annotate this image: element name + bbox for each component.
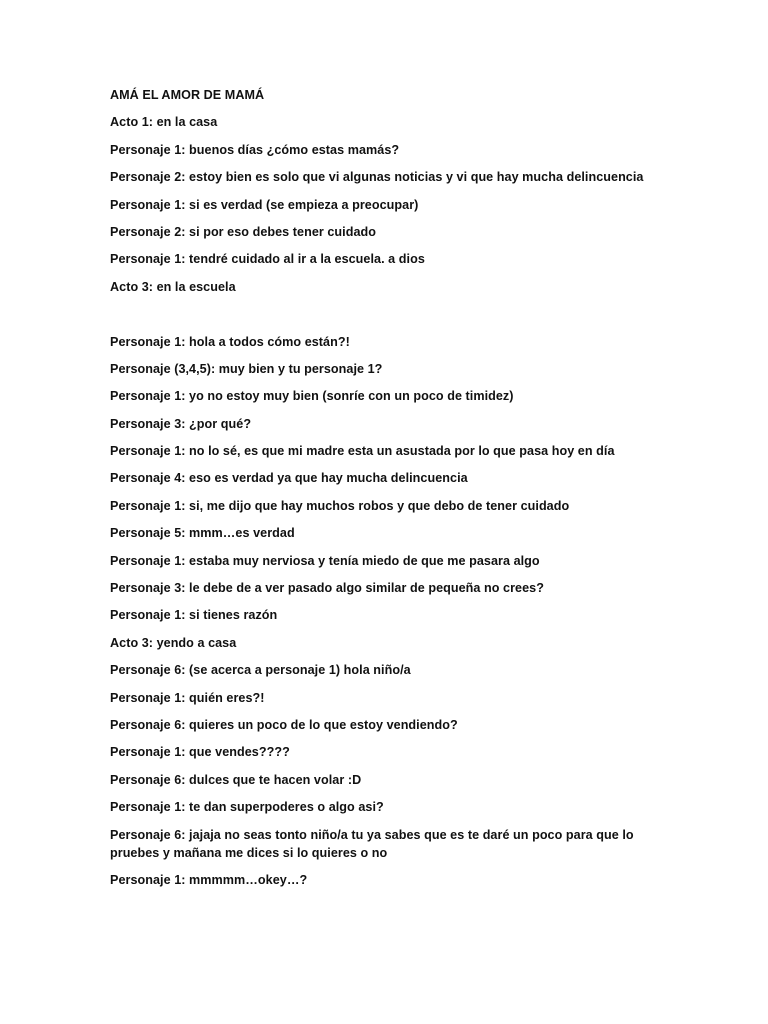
dialogue-line: Personaje 1: tendré cuidado al ir a la escuela. a dios	[110, 252, 425, 267]
dialogue-line: Personaje 2: estoy bien es solo que vi algunas noticias y vi que hay mucha delincuencia	[110, 170, 644, 185]
blank-line	[110, 305, 670, 332]
dialogue-line: Personaje 3: ¿por qué?	[110, 416, 252, 431]
dialogue-line: Personaje 2: si por eso debes tener cuidado	[110, 224, 377, 239]
dialogue-line: Personaje 5: mmm…es verdad	[110, 526, 295, 541]
dialogue-line: Personaje 6: dulces que te hacen volar :D	[110, 772, 362, 787]
act-heading: Acto 3: yendo a casa	[110, 635, 237, 650]
document-title: AMÁ EL AMOR DE MAMÁ	[110, 88, 265, 102]
dialogue-line: Personaje 6: jajaja no seas tonto niño/a tu ya sabes que es te daré un poco para que lo pruebes y mañana me dices si lo quieres o no	[110, 827, 634, 860]
dialogue-line: Personaje 1: que vendes????	[110, 745, 290, 760]
dialogue-line: Personaje 4: eso es verdad ya que hay mucha delincuencia	[110, 471, 468, 486]
dialogue-line: Personaje 1: si es verdad (se empieza a preocupar)	[110, 197, 419, 212]
dialogue-line: Personaje 1: estaba muy nerviosa y tenía miedo de que me pasara algo	[110, 553, 540, 568]
dialogue-line: Personaje 6: (se acerca a personaje 1) hola niño/a	[110, 663, 411, 678]
dialogue-line: Personaje (3,4,5): muy bien y tu personaje 1?	[110, 361, 383, 376]
document-body	[110, 86, 670, 898]
dialogue-line: Personaje 1: hola a todos cómo están?!	[110, 334, 350, 349]
dialogue-line: Personaje 6: quieres un poco de lo que estoy vendiendo?	[110, 717, 458, 732]
dialogue-line: Personaje 1: te dan superpoderes o algo asi?	[110, 800, 384, 815]
dialogue-line: Personaje 3: le debe de a ver pasado algo similar de pequeña no crees?	[110, 581, 544, 596]
dialogue-line: Personaje 1: mmmmm…okey…?	[110, 872, 308, 887]
dialogue-line: Personaje 1: quién eres?!	[110, 690, 265, 705]
act-heading: Acto 1: en la casa	[110, 115, 218, 130]
dialogue-line: Personaje 1: si, me dijo que hay muchos robos y que debo de tener cuidado	[110, 498, 570, 513]
dialogue-line: Personaje 1: buenos días ¿cómo estas mamás?	[110, 142, 400, 157]
act-heading: Acto 3: en la escuela	[110, 279, 236, 294]
dialogue-line: Personaje 1: yo no estoy muy bien (sonríe con un poco de timidez)	[110, 389, 514, 404]
dialogue-line: Personaje 1: no lo sé, es que mi madre esta un asustada por lo que pasa hoy en día	[110, 444, 615, 459]
dialogue-line: Personaje 1: si tienes razón	[110, 608, 278, 623]
